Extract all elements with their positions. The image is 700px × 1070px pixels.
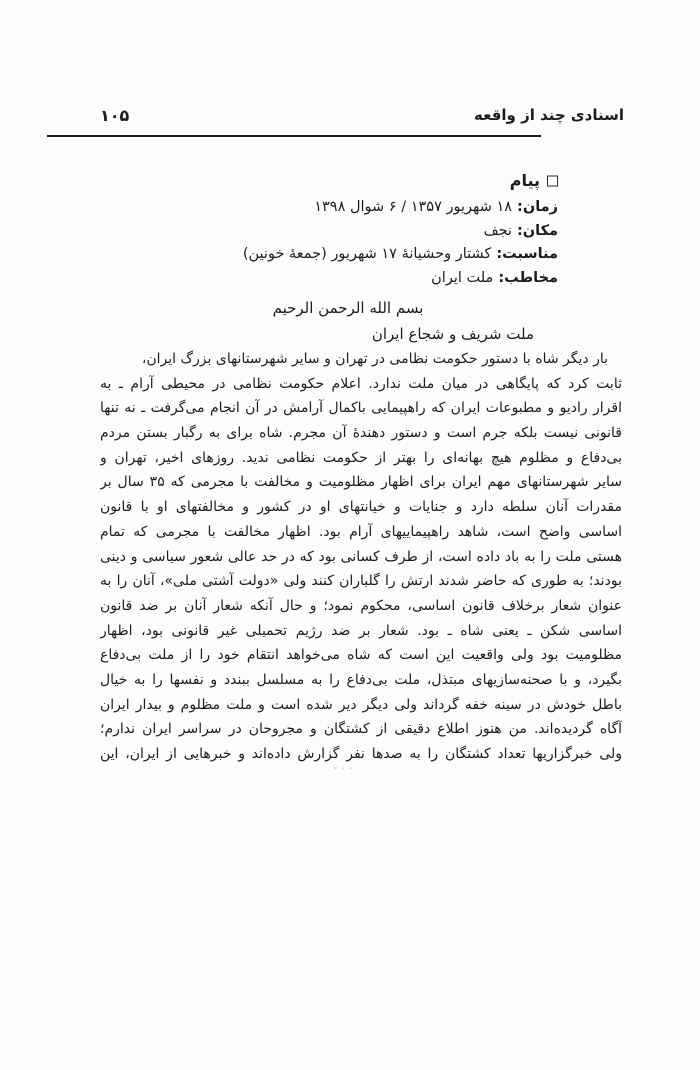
metadata-label: زمان: bbox=[517, 199, 558, 215]
body-text-line: هستی ملت را به باد داده است، از طرف کسانی بود که در حد عالی شعور سیاسی و دینی bbox=[100, 548, 622, 565]
body-text-line: مقدرات آنان سلطه دارد و جنایات و خیانتهای او در کشور و مخالفتهای او با قانون bbox=[100, 499, 622, 516]
body-text-line: بار دیگر شاه با دستور حکومت نظامی در تهران و سایر شهرستانهای بزرگ ایران، bbox=[141, 351, 608, 367]
metadata-row bbox=[243, 220, 558, 244]
metadata-value: نجف bbox=[483, 222, 512, 239]
body-text-line: بودند؛ به طوری که حاضر شدند ارتش را گلباران کنند ولی «دولت آشتی ملی»، آنان را به bbox=[100, 573, 622, 590]
body-text-line: ثابت کرد که پایگاهی در میان ملت ندارد. اعلام حکومت نظامی در محیطی آرام ـ به bbox=[100, 375, 622, 392]
metadata-row bbox=[243, 243, 558, 267]
metadata-value: ملت ایران bbox=[431, 269, 494, 286]
body-text-line: باطل خودش در سینه خفه گرداند ولی دیگر دیر شده است و ملت مظلوم و بیدار ایران bbox=[100, 696, 622, 713]
body-text-line: بگیرد، و با صحنه‌سازیهای مبتذل، ملت بی‌دفاع را به مسلسل ببندد و نفسها را به خیال bbox=[100, 671, 622, 688]
body-text-line: مظلومیت بود ولی واقعیت این است که شاه می‌خواهد انتقام خود را از ملت بی‌دفاع bbox=[100, 647, 622, 664]
message-body bbox=[100, 347, 622, 767]
page-number: ۱۰۵ bbox=[100, 106, 130, 125]
metadata-value: کشتار وحشیانهٔ ۱۷ شهریور (جمعهٔ خونین) bbox=[242, 246, 492, 262]
metadata-row bbox=[243, 267, 558, 291]
metadata-label: مکان: bbox=[516, 222, 558, 239]
square-bullet-icon bbox=[547, 176, 558, 187]
body-text-line: عنوان شعار برخلاف قانون اساسی، محکوم نمود؛ و حال آنکه شعار آنان بر ضد قانون bbox=[100, 597, 622, 614]
salutation-line: ملت شریف و شجاع ایران bbox=[371, 325, 534, 343]
body-text-line: ولی خبرگزاریها تعداد کشتگان را به صدها نفر گزارش داده‌اند و خبرهایی از ایران، این bbox=[100, 746, 622, 762]
body-text-line: آگاه گردیده‌اند. من هنوز اطلاع دقیقی از کشتگان و مجروحان در سراسر ایران ندارم؛ bbox=[100, 721, 622, 738]
body-text-line: اساسی واضح است، شاهد راهپیماییهای آرام بود. اظهار مخالفت با مجرمی که تمام bbox=[100, 523, 622, 540]
body-text-line: بی‌دفاع و مظلوم هیچ بهانه‌ای را بهتر از حکومت نظامی ندید. روزهای اخیر، تهران و bbox=[100, 449, 622, 466]
message-heading bbox=[510, 170, 558, 192]
basmala-line: بسم الله الرحمن الرحیم bbox=[272, 299, 424, 317]
body-text-line: قانونی نیست بلکه جرم است و دستور دهندهٔ آن مجرم. شاه برای به رگبار بستن مردم bbox=[100, 425, 622, 442]
metadata-label: مخاطب: bbox=[498, 269, 558, 286]
body-text-line: اقرار رادیو و مطبوعات ایران که راهپیمایی باکمال آرامش در آن انجام می‌گرفت ـ نه تنها bbox=[100, 400, 622, 417]
body-text-line: سایر شهرستانهای مهم ایران برای اظهار مظلومیت و مخالفت با مجرمی که ۳۵ سال بر bbox=[100, 474, 622, 491]
metadata-value: ۱۸ شهریور ۱۳۵۷ / ۶ شوال ۱۳۹۸ bbox=[314, 199, 513, 215]
header-rule bbox=[47, 135, 541, 137]
message-metadata bbox=[243, 196, 558, 290]
scan-artifact: ··· bbox=[333, 762, 357, 775]
running-header-title: اسنادی چند از واقعه bbox=[474, 106, 624, 124]
metadata-label: مناسبت: bbox=[496, 246, 558, 262]
message-heading-label: پیام bbox=[509, 171, 540, 190]
metadata-row bbox=[243, 196, 558, 220]
body-text-line: اساسی شکن ـ یعنی شاه ـ بود. شعار بر ضد رژیم تحمیلی غیر قانونی بود، اظهار bbox=[100, 622, 622, 639]
